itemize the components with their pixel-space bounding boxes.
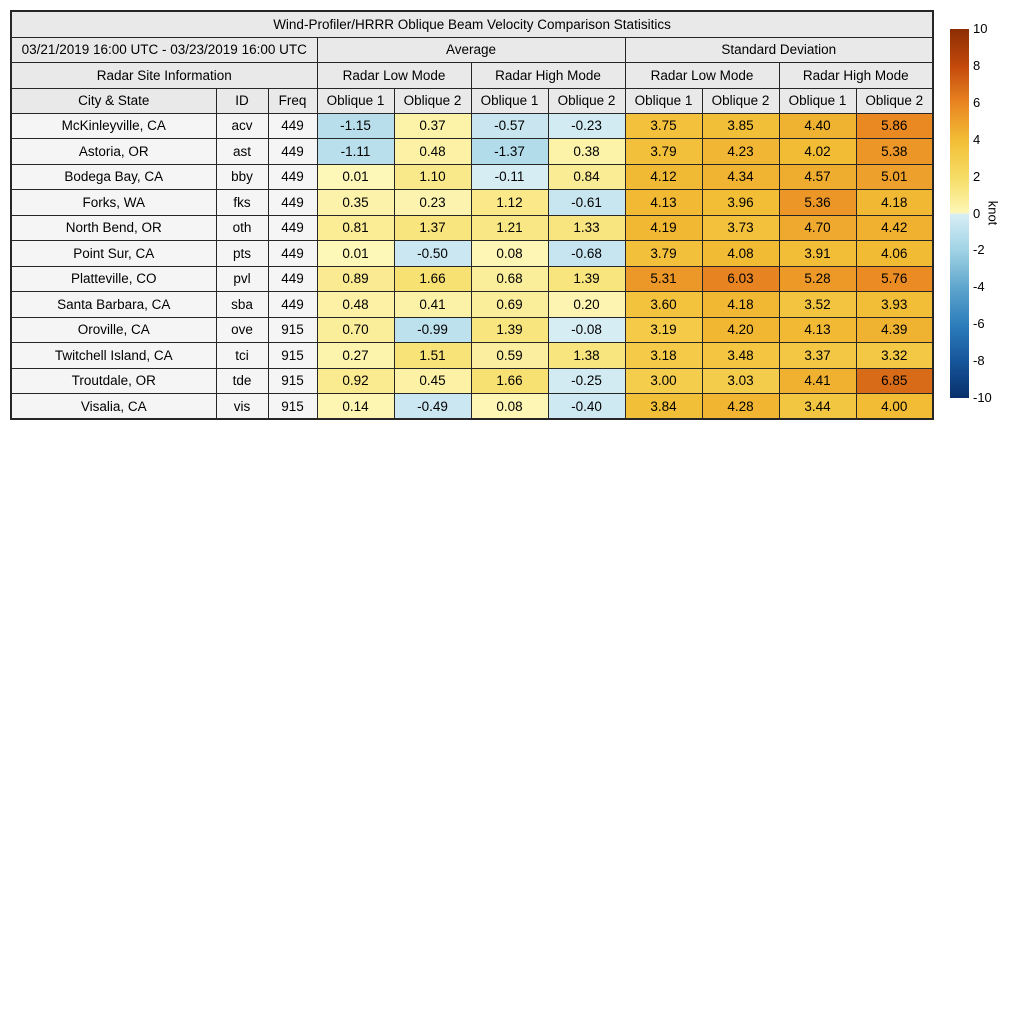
freq-cell: 915 xyxy=(268,343,317,369)
value-cell: 3.60 xyxy=(625,292,702,318)
col-header-oblique1: Oblique 1 xyxy=(779,88,856,113)
table-row xyxy=(11,266,933,292)
col-header-oblique2: Oblique 2 xyxy=(394,88,471,113)
value-cell: -0.23 xyxy=(548,113,625,139)
value-cell: 3.84 xyxy=(625,394,702,420)
table-row xyxy=(11,317,933,343)
value-cell: 1.38 xyxy=(548,343,625,369)
value-cell: 0.08 xyxy=(471,394,548,420)
value-cell: 3.93 xyxy=(856,292,933,318)
colorbar-tick-label: -4 xyxy=(973,279,985,295)
site-id-cell: vis xyxy=(216,394,268,420)
value-cell: -0.99 xyxy=(394,317,471,343)
table-row xyxy=(11,241,933,267)
colorbar-tick-label: -8 xyxy=(973,353,985,369)
table-row xyxy=(11,164,933,190)
value-cell: 1.33 xyxy=(548,215,625,241)
value-cell: 4.39 xyxy=(856,317,933,343)
stats-table xyxy=(10,10,934,420)
colorbar-tick-label: 0 xyxy=(973,205,981,221)
colorbar-tick-label: 8 xyxy=(973,57,981,73)
value-cell: -0.08 xyxy=(548,317,625,343)
value-cell: 4.41 xyxy=(779,368,856,394)
value-cell: 3.00 xyxy=(625,368,702,394)
value-cell: 4.34 xyxy=(702,164,779,190)
value-cell: 0.81 xyxy=(317,215,394,241)
freq-cell: 915 xyxy=(268,317,317,343)
city-cell: McKinleyville, CA xyxy=(11,113,216,139)
value-cell: -0.11 xyxy=(471,164,548,190)
freq-cell: 449 xyxy=(268,113,317,139)
table-row xyxy=(11,292,933,318)
value-cell: 4.06 xyxy=(856,241,933,267)
date-range: 03/21/2019 16:00 UTC - 03/23/2019 16:00 UTC xyxy=(11,37,317,62)
value-cell: 0.20 xyxy=(548,292,625,318)
colorbar-tick-label: -2 xyxy=(973,242,985,258)
value-cell: 0.92 xyxy=(317,368,394,394)
table-row xyxy=(11,215,933,241)
value-cell: 0.23 xyxy=(394,190,471,216)
table-row xyxy=(11,368,933,394)
value-cell: -1.11 xyxy=(317,139,394,165)
city-cell: Oroville, CA xyxy=(11,317,216,343)
site-id-cell: sba xyxy=(216,292,268,318)
table-row xyxy=(11,394,933,420)
value-cell: 3.48 xyxy=(702,343,779,369)
value-cell: 3.79 xyxy=(625,139,702,165)
value-cell: 3.18 xyxy=(625,343,702,369)
col-header-freq: Freq xyxy=(268,88,317,113)
value-cell: 5.28 xyxy=(779,266,856,292)
value-cell: 3.44 xyxy=(779,394,856,420)
site-id-cell: ast xyxy=(216,139,268,165)
value-cell: 4.42 xyxy=(856,215,933,241)
value-cell: 5.38 xyxy=(856,139,933,165)
colorbar-unit-label: knot xyxy=(985,200,1001,226)
site-id-cell: acv xyxy=(216,113,268,139)
group-header-std-dev: Standard Deviation xyxy=(625,37,933,62)
value-cell: 0.48 xyxy=(317,292,394,318)
mode-header-avg-low: Radar Low Mode xyxy=(317,62,471,88)
value-cell: 4.00 xyxy=(856,394,933,420)
col-header-id: ID xyxy=(216,88,268,113)
value-cell: -0.50 xyxy=(394,241,471,267)
col-header-oblique2: Oblique 2 xyxy=(548,88,625,113)
city-cell: Bodega Bay, CA xyxy=(11,164,216,190)
city-cell: Troutdale, OR xyxy=(11,368,216,394)
value-cell: 0.37 xyxy=(394,113,471,139)
value-cell: 1.10 xyxy=(394,164,471,190)
value-cell: 1.12 xyxy=(471,190,548,216)
value-cell: 0.84 xyxy=(548,164,625,190)
value-cell: 3.03 xyxy=(702,368,779,394)
col-header-oblique1: Oblique 1 xyxy=(625,88,702,113)
city-cell: Point Sur, CA xyxy=(11,241,216,267)
value-cell: 0.69 xyxy=(471,292,548,318)
col-header-oblique1: Oblique 1 xyxy=(471,88,548,113)
site-info-header: Radar Site Information xyxy=(11,62,317,88)
value-cell: -1.37 xyxy=(471,139,548,165)
value-cell: 3.73 xyxy=(702,215,779,241)
value-cell: 4.40 xyxy=(779,113,856,139)
colorbar-tick-label: 6 xyxy=(973,94,981,110)
freq-cell: 449 xyxy=(268,215,317,241)
site-id-cell: bby xyxy=(216,164,268,190)
colorbar-tick-label: 10 xyxy=(973,21,988,36)
value-cell: 3.75 xyxy=(625,113,702,139)
value-cell: -0.40 xyxy=(548,394,625,420)
value-cell: 1.39 xyxy=(471,317,548,343)
freq-cell: 449 xyxy=(268,139,317,165)
freq-cell: 449 xyxy=(268,190,317,216)
value-cell: 3.37 xyxy=(779,343,856,369)
value-cell: 3.19 xyxy=(625,317,702,343)
value-cell: 0.70 xyxy=(317,317,394,343)
value-cell: 0.01 xyxy=(317,164,394,190)
city-cell: Visalia, CA xyxy=(11,394,216,420)
city-cell: Twitchell Island, CA xyxy=(11,343,216,369)
value-cell: -0.61 xyxy=(548,190,625,216)
value-cell: 3.79 xyxy=(625,241,702,267)
value-cell: 4.13 xyxy=(625,190,702,216)
value-cell: 0.35 xyxy=(317,190,394,216)
site-id-cell: ove xyxy=(216,317,268,343)
mode-header-std-high: Radar High Mode xyxy=(779,62,933,88)
city-cell: Platteville, CO xyxy=(11,266,216,292)
mode-header-avg-high: Radar High Mode xyxy=(471,62,625,88)
freq-cell: 449 xyxy=(268,164,317,190)
value-cell: 3.85 xyxy=(702,113,779,139)
value-cell: 4.18 xyxy=(856,190,933,216)
value-cell: 4.23 xyxy=(702,139,779,165)
value-cell: 4.57 xyxy=(779,164,856,190)
colorbar-tick-label: -6 xyxy=(973,316,985,332)
table-title: Wind-Profiler/HRRR Oblique Beam Velocity Comparison Statisitics xyxy=(11,11,933,37)
site-id-cell: pvl xyxy=(216,266,268,292)
value-cell: 0.41 xyxy=(394,292,471,318)
site-id-cell: pts xyxy=(216,241,268,267)
site-id-cell: oth xyxy=(216,215,268,241)
table-row xyxy=(11,113,933,139)
group-header-average: Average xyxy=(317,37,625,62)
value-cell: 4.70 xyxy=(779,215,856,241)
value-cell: 6.03 xyxy=(702,266,779,292)
value-cell: 4.08 xyxy=(702,241,779,267)
colorbar-tick-label: -10 xyxy=(973,390,992,405)
value-cell: 4.02 xyxy=(779,139,856,165)
value-cell: -0.68 xyxy=(548,241,625,267)
value-cell: 5.76 xyxy=(856,266,933,292)
value-cell: 4.19 xyxy=(625,215,702,241)
city-cell: Astoria, OR xyxy=(11,139,216,165)
colorbar-tick-label: 4 xyxy=(973,131,981,147)
colorbar-gradient xyxy=(950,29,969,398)
freq-cell: 449 xyxy=(268,266,317,292)
table-row xyxy=(11,343,933,369)
value-cell: 0.14 xyxy=(317,394,394,420)
value-cell: 1.51 xyxy=(394,343,471,369)
value-cell: 1.37 xyxy=(394,215,471,241)
value-cell: 4.13 xyxy=(779,317,856,343)
col-header-oblique2: Oblique 2 xyxy=(702,88,779,113)
value-cell: 0.48 xyxy=(394,139,471,165)
value-cell: 0.89 xyxy=(317,266,394,292)
value-cell: -0.49 xyxy=(394,394,471,420)
value-cell: 0.08 xyxy=(471,241,548,267)
value-cell: 4.28 xyxy=(702,394,779,420)
value-cell: 3.52 xyxy=(779,292,856,318)
city-cell: North Bend, OR xyxy=(11,215,216,241)
col-header-city: City & State xyxy=(11,88,216,113)
col-header-oblique2: Oblique 2 xyxy=(856,88,933,113)
value-cell: 1.66 xyxy=(471,368,548,394)
site-id-cell: tci xyxy=(216,343,268,369)
value-cell: 5.36 xyxy=(779,190,856,216)
value-cell: 1.39 xyxy=(548,266,625,292)
table-row xyxy=(11,139,933,165)
value-cell: 4.18 xyxy=(702,292,779,318)
site-id-cell: fks xyxy=(216,190,268,216)
mode-header-std-low: Radar Low Mode xyxy=(625,62,779,88)
col-header-oblique1: Oblique 1 xyxy=(317,88,394,113)
freq-cell: 449 xyxy=(268,292,317,318)
value-cell: 0.01 xyxy=(317,241,394,267)
value-cell: 5.86 xyxy=(856,113,933,139)
value-cell: 0.27 xyxy=(317,343,394,369)
value-cell: 4.12 xyxy=(625,164,702,190)
freq-cell: 915 xyxy=(268,394,317,420)
value-cell: 4.20 xyxy=(702,317,779,343)
value-cell: -0.25 xyxy=(548,368,625,394)
city-cell: Santa Barbara, CA xyxy=(11,292,216,318)
value-cell: -1.15 xyxy=(317,113,394,139)
value-cell: 0.59 xyxy=(471,343,548,369)
freq-cell: 449 xyxy=(268,241,317,267)
value-cell: 3.91 xyxy=(779,241,856,267)
site-id-cell: tde xyxy=(216,368,268,394)
value-cell: 0.68 xyxy=(471,266,548,292)
value-cell: 0.38 xyxy=(548,139,625,165)
value-cell: 3.96 xyxy=(702,190,779,216)
freq-cell: 915 xyxy=(268,368,317,394)
value-cell: -0.57 xyxy=(471,113,548,139)
city-cell: Forks, WA xyxy=(11,190,216,216)
value-cell: 5.01 xyxy=(856,164,933,190)
value-cell: 6.85 xyxy=(856,368,933,394)
value-cell: 1.21 xyxy=(471,215,548,241)
value-cell: 0.45 xyxy=(394,368,471,394)
colorbar-tick-label: 2 xyxy=(973,168,981,184)
value-cell: 3.32 xyxy=(856,343,933,369)
value-cell: 5.31 xyxy=(625,266,702,292)
value-cell: 1.66 xyxy=(394,266,471,292)
table-row xyxy=(11,190,933,216)
